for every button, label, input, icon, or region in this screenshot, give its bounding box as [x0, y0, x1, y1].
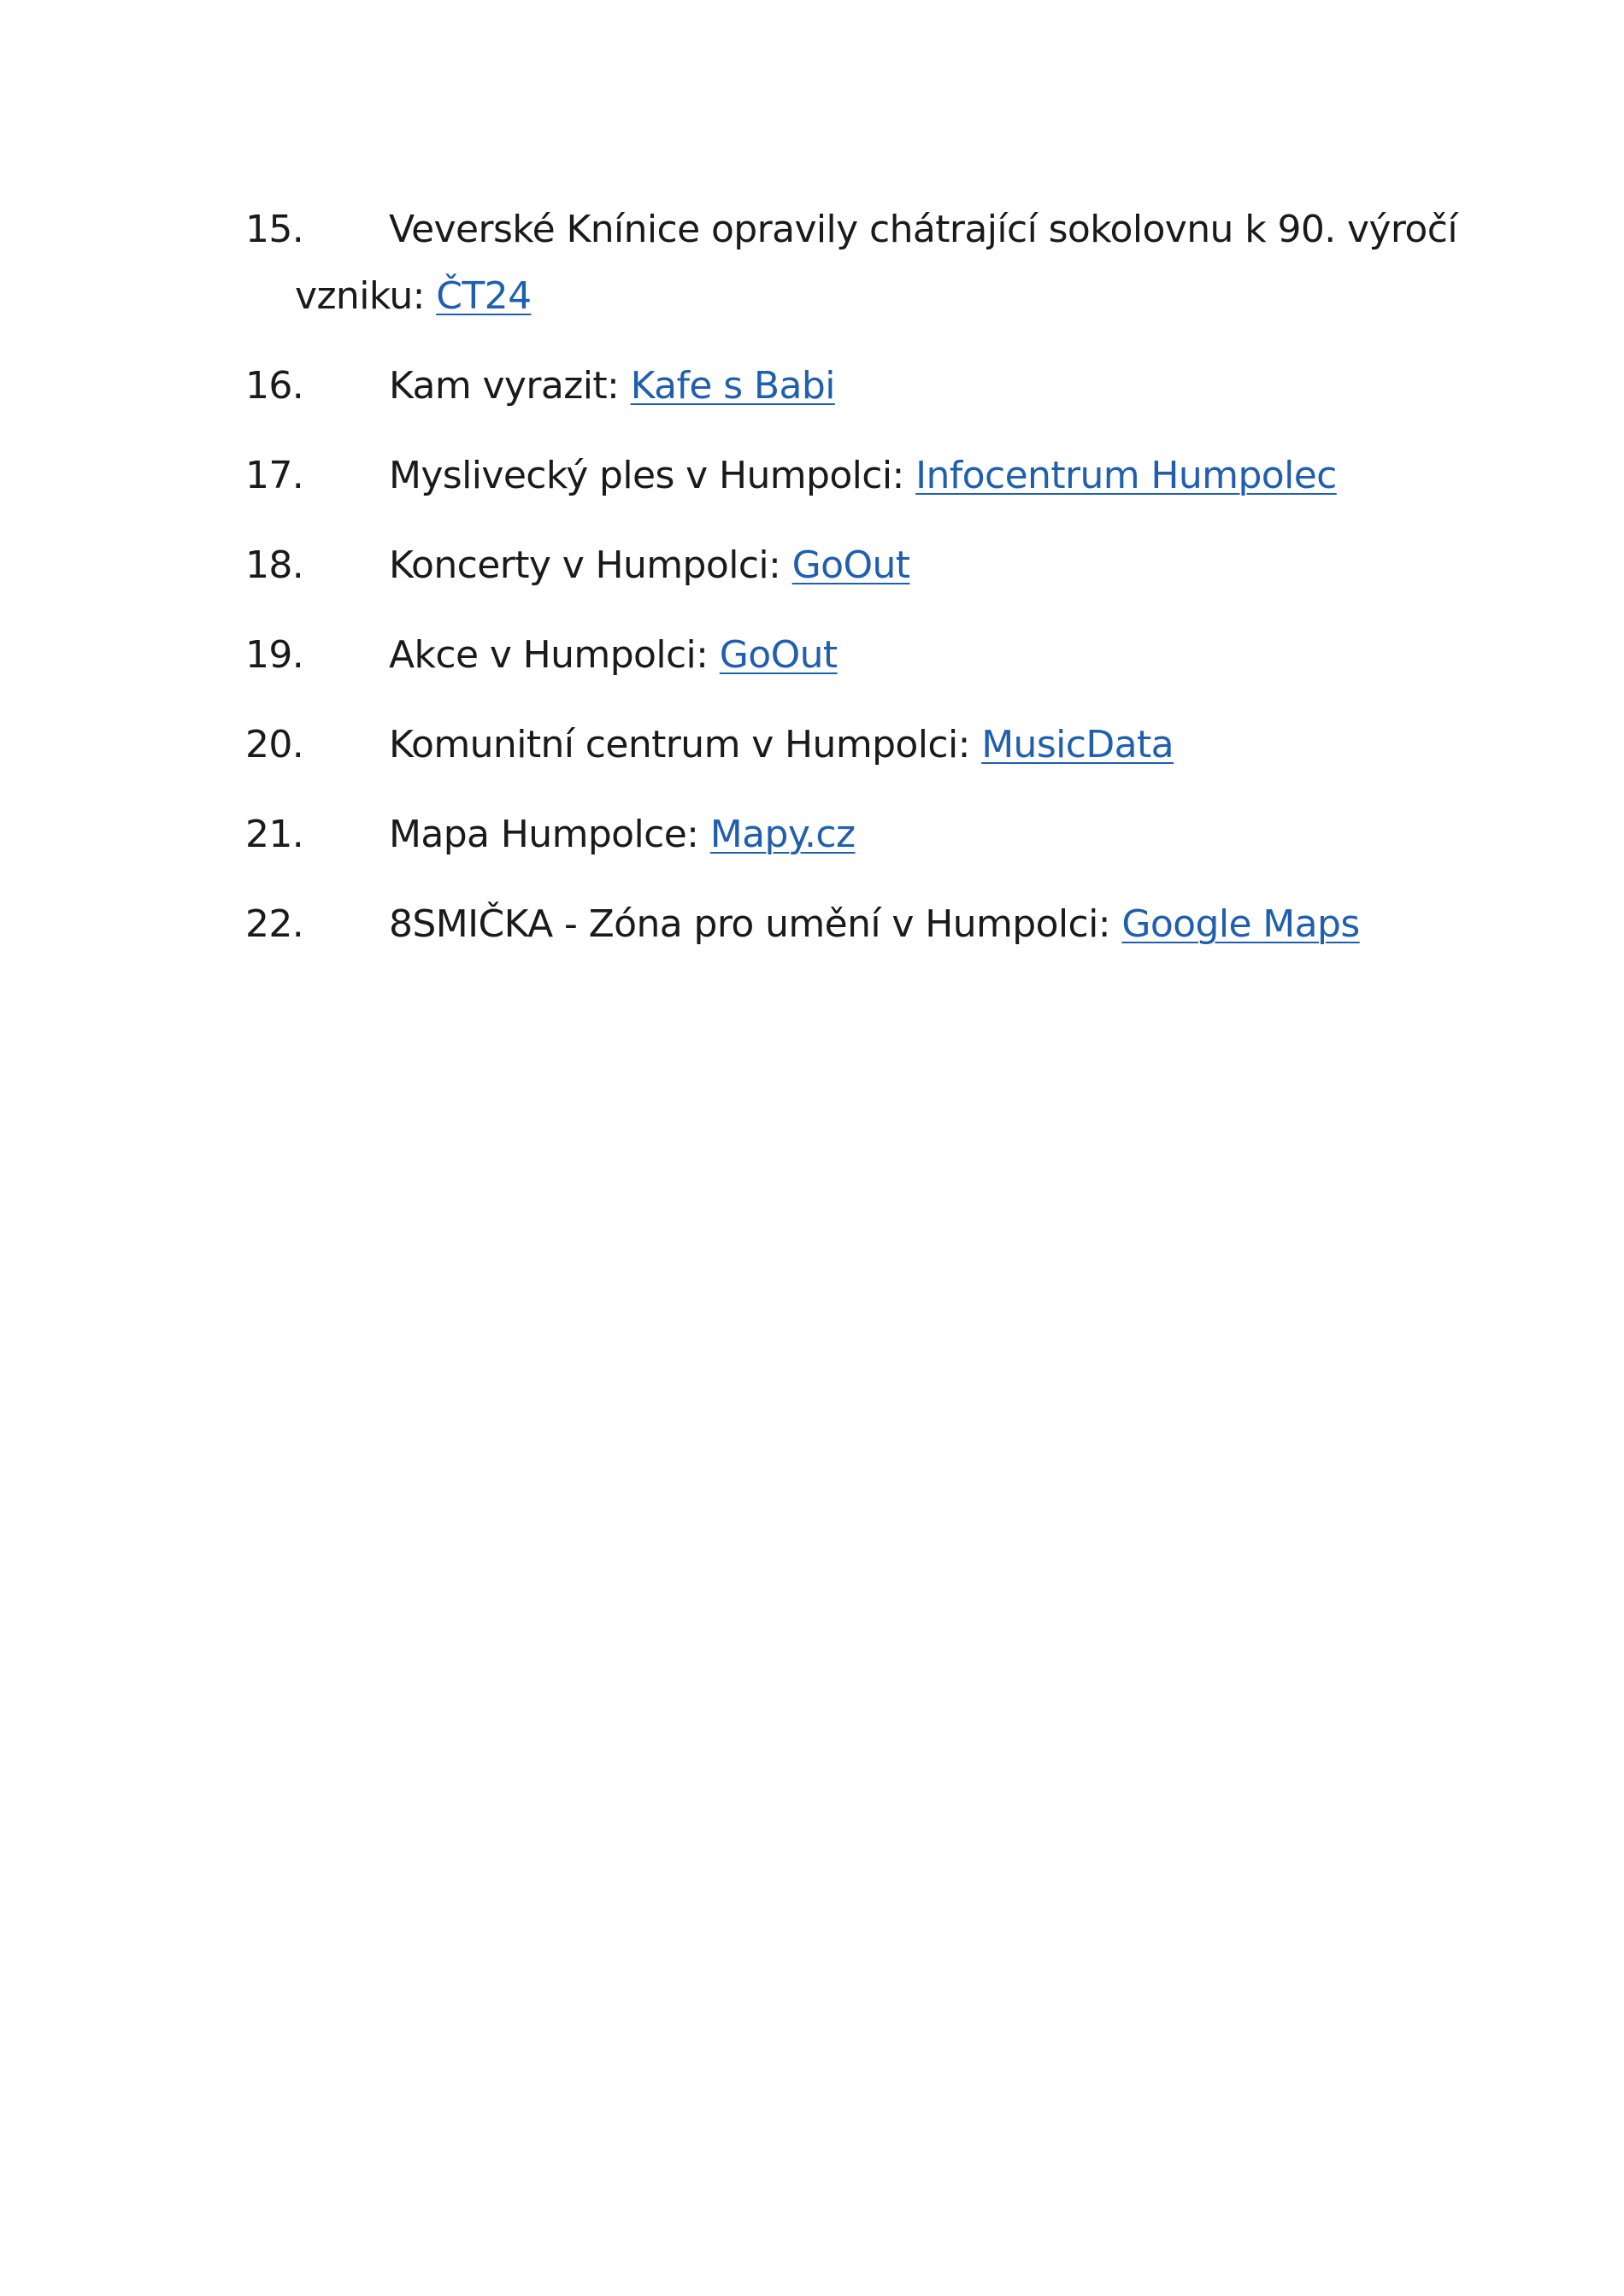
item-text-wrap	[389, 364, 835, 408]
list-item	[245, 443, 1408, 509]
list-item	[245, 622, 1408, 689]
item-number: 21.	[245, 813, 304, 856]
item-text-wrap	[389, 633, 838, 677]
item-text: Kam vyrazit:	[389, 364, 631, 408]
list-item	[245, 353, 1408, 420]
item-text: vzniku:	[295, 274, 437, 318]
item-text: Myslivecký ples v Humpolci:	[389, 454, 916, 497]
source-link-goout-events[interactable]: GoOut	[719, 633, 838, 677]
list-item	[245, 802, 1408, 868]
list-item	[245, 891, 1408, 958]
item-text: Komunitní centrum v Humpolci:	[389, 723, 982, 766]
item-number: 15.	[245, 208, 304, 251]
item-text-wrap	[389, 723, 1174, 766]
item-number: 22.	[245, 902, 304, 946]
item-text-wrap	[389, 454, 1337, 497]
source-link-mapy-cz[interactable]: Mapy.cz	[709, 813, 856, 856]
reference-list	[245, 197, 1457, 981]
source-link-google-maps[interactable]: Google Maps	[1121, 902, 1360, 946]
item-number: 17.	[245, 454, 304, 497]
list-item	[245, 532, 1408, 599]
source-link-ct24[interactable]: ČT24	[436, 274, 532, 318]
item-number: 18.	[245, 543, 304, 587]
item-text-wrap	[389, 902, 1360, 946]
source-link-kafe-s-babi[interactable]: Kafe s Babi	[630, 364, 835, 408]
source-link-infocentrum[interactable]: Infocentrum Humpolec	[915, 454, 1337, 497]
item-text: 8SMIČKA - Zóna pro umění v Humpolci:	[389, 902, 1122, 946]
list-item	[245, 712, 1408, 778]
item-text-line2	[245, 263, 1408, 330]
source-link-goout-concerts[interactable]: GoOut	[791, 543, 910, 587]
item-number: 16.	[245, 364, 304, 408]
item-text: Mapa Humpolce:	[389, 813, 710, 856]
item-text-wrap	[389, 813, 856, 856]
item-text: Akce v Humpolci:	[389, 633, 720, 677]
item-text-wrap	[389, 543, 909, 587]
item-text: Koncerty v Humpolci:	[389, 543, 792, 587]
source-link-musicdata[interactable]: MusicData	[981, 723, 1174, 766]
item-number: 20.	[245, 723, 304, 766]
item-number: 19.	[245, 633, 304, 677]
item-text-line1: Veverské Knínice opravily chátrající sokolovnu k 90. výročí	[389, 208, 1457, 251]
list-item	[245, 197, 1457, 330]
